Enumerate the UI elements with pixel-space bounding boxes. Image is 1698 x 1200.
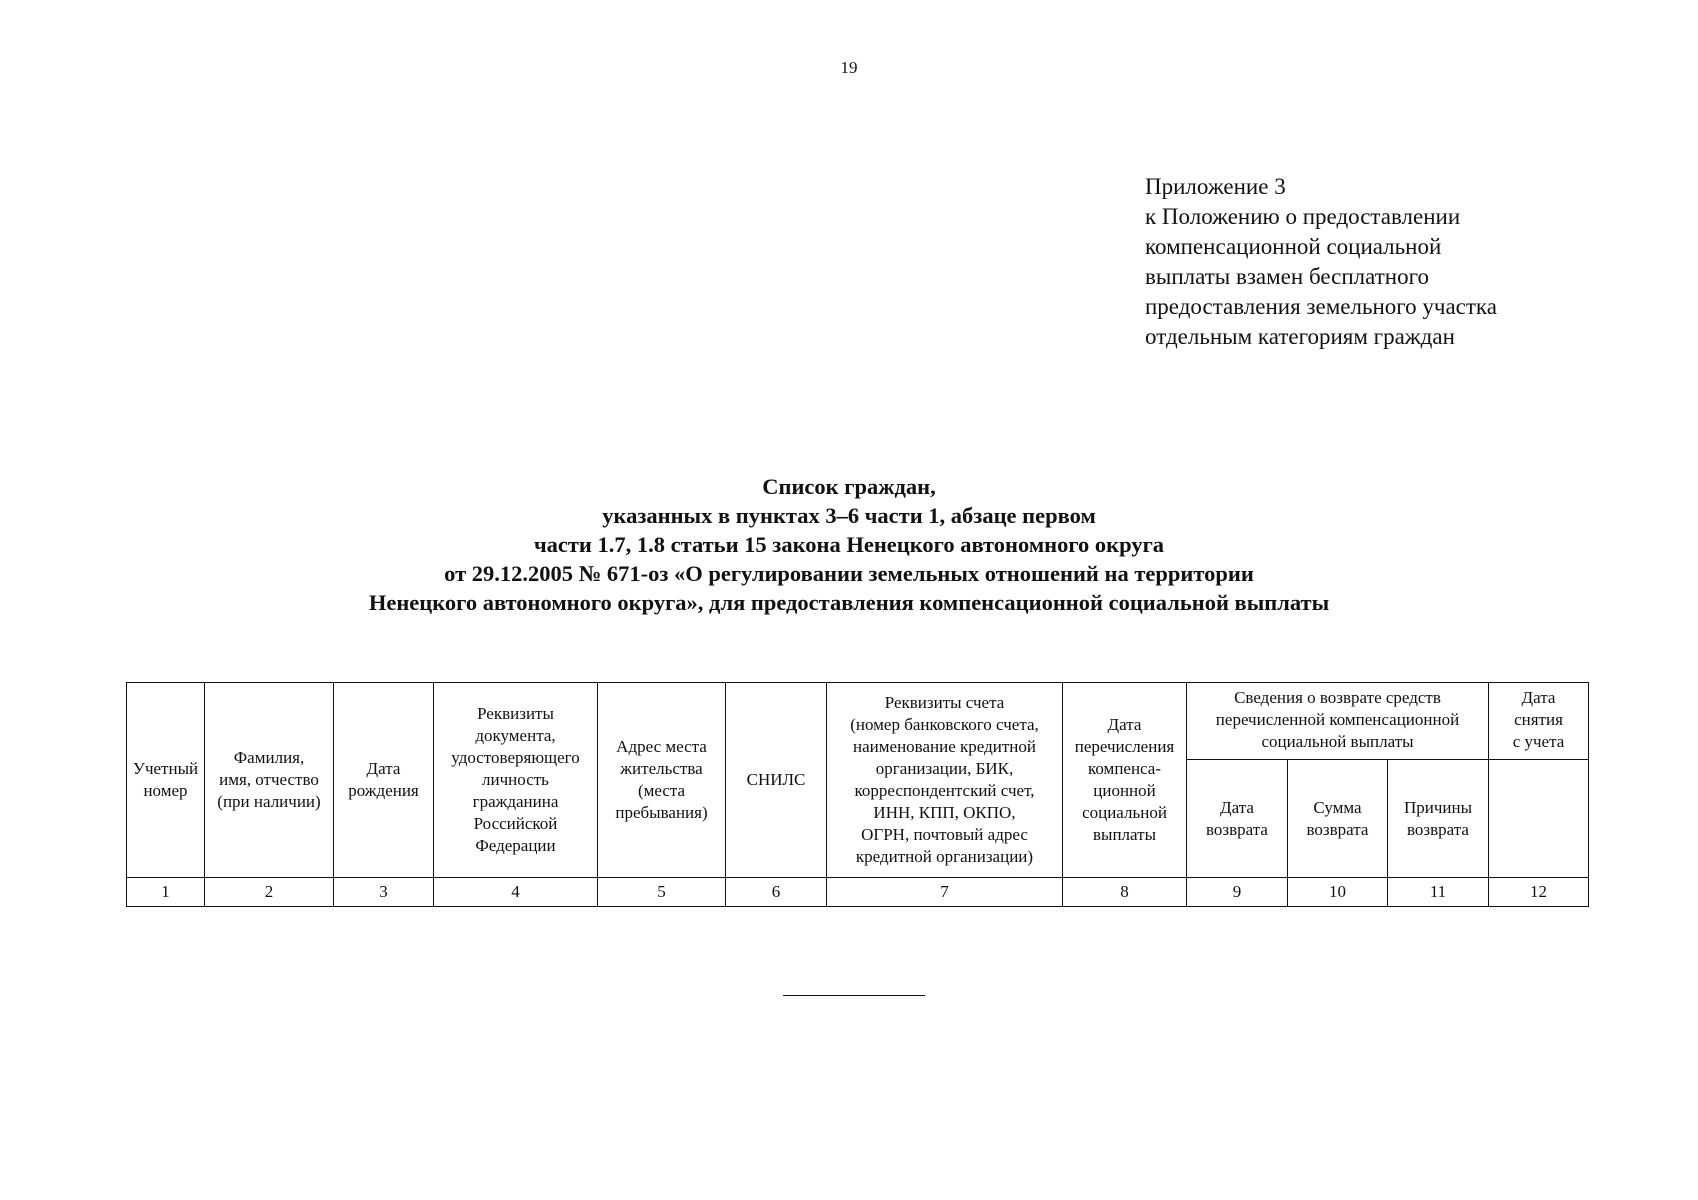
header-return-date: Дата возврата xyxy=(1187,760,1288,878)
column-number: 2 xyxy=(205,878,334,907)
title-line: указанных в пунктах 3–6 части 1, абзаце первом xyxy=(602,503,1096,528)
appendix-line: Приложение 3 xyxy=(1145,174,1286,199)
header-deregistration-empty xyxy=(1489,760,1589,878)
header-account-number: Учетный номер xyxy=(127,683,205,878)
column-number: 5 xyxy=(598,878,726,907)
column-number: 1 xyxy=(127,878,205,907)
header-snils: СНИЛС xyxy=(726,683,827,878)
title-line: Список граждан, xyxy=(762,474,936,499)
column-number: 4 xyxy=(434,878,598,907)
document-title xyxy=(0,472,1698,617)
header-identity-document: Реквизиты документа, удостоверяющего личность гражданина Российской Федерации xyxy=(434,683,598,878)
table-column-numbers-row xyxy=(127,878,1589,907)
citizens-list-table xyxy=(126,682,1589,907)
header-birth-date: Дата рождения xyxy=(334,683,434,878)
title-line: Ненецкого автономного округа», для предоставления компенсационной социальной выплаты xyxy=(368,590,1330,615)
column-number: 9 xyxy=(1187,878,1288,907)
title-line: от 29.12.2005 № 671-оз «О регулировании земельных отношений на территории xyxy=(444,561,1254,586)
column-number: 6 xyxy=(726,878,827,907)
header-return-amount: Сумма возврата xyxy=(1288,760,1388,878)
page-number: 19 xyxy=(840,58,858,77)
column-number: 7 xyxy=(827,878,1063,907)
appendix-line: выплаты взамен бесплатного xyxy=(1145,264,1429,289)
appendix-line: отдельным категориям граждан xyxy=(1145,324,1455,349)
header-return-info-group: Сведения о возврате средств перечисленной компенсационной социальной выплаты xyxy=(1187,683,1489,760)
table-header-row xyxy=(127,683,1589,760)
appendix-line: предоставления земельного участка xyxy=(1145,294,1497,319)
header-full-name: Фамилия, имя, отчество (при наличии) xyxy=(205,683,334,878)
appendix-line: к Положению о предоставлении xyxy=(1145,204,1461,229)
column-number: 8 xyxy=(1063,878,1187,907)
header-payment-date: Дата перечисления компенса- ционной социальной выплаты xyxy=(1063,683,1187,878)
header-bank-account: Реквизиты счета (номер банковского счета, наименование кредитной организации, БИК, корреспондентский счет, ИНН, КПП, ОКПО, ОГРН, почтовый адрес кредитной организации) xyxy=(827,683,1063,878)
appendix-note xyxy=(1145,172,1665,352)
appendix-line: компенсационной социальной xyxy=(1145,234,1442,259)
column-number: 11 xyxy=(1388,878,1489,907)
column-number: 10 xyxy=(1288,878,1388,907)
header-return-reasons: Причины возврата xyxy=(1388,760,1489,878)
column-number: 12 xyxy=(1489,878,1589,907)
header-deregistration-date: Дата снятия с учета xyxy=(1489,683,1589,760)
title-line: части 1.7, 1.8 статьи 15 закона Ненецкого автономного округа xyxy=(533,532,1165,557)
column-number: 3 xyxy=(334,878,434,907)
header-residence-address: Адрес места жительства (места пребывания) xyxy=(598,683,726,878)
end-separator-line xyxy=(783,995,925,996)
